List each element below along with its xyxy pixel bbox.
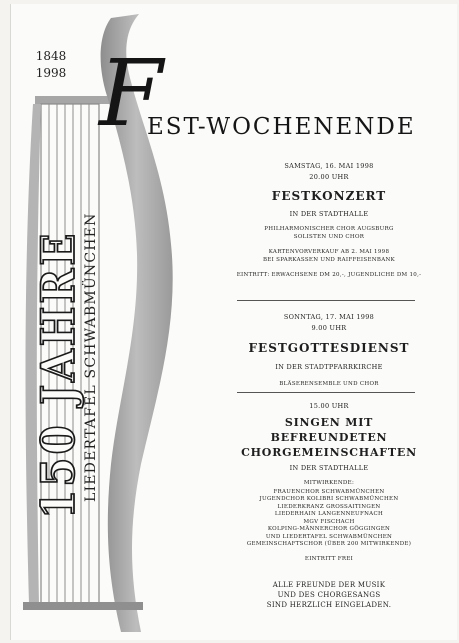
divider-2: [237, 392, 415, 393]
sunday-venue: IN DER STADTPFARRKIRCHE: [275, 363, 383, 371]
saturday-presale-2: BEI SPARKASSEN UND RAIFFEISENBANK: [262, 256, 396, 263]
list-item: JUGENDCHOR KOLIBRI SCHWABMÜNCHEN: [259, 496, 399, 502]
list-item: LIEDERKRANZ GROSSAITINGEN: [277, 503, 381, 510]
year-start: 1848: [35, 49, 67, 63]
saturday-performers-1: PHILHARMONISCHER CHOR AUGSBURG: [264, 226, 394, 232]
afternoon-block: [229, 402, 429, 563]
list-item: MGV FISCHACH: [303, 518, 355, 525]
club-name-vertical: LIEDERTAFEL SCHWABMÜNCHEN: [83, 212, 99, 502]
participants-list: [229, 489, 429, 549]
year-range: [29, 48, 73, 82]
sunday-time: 9.00 UHR: [311, 324, 347, 332]
saturday-admission: EINTRITT: ERWACHSENE DM 20,-, JUGENDLICHE DM 10,-: [236, 272, 422, 278]
list-item: UND LIEDERTAFEL SCHWABMÜNCHEN: [265, 533, 393, 540]
list-item: GEMEINSCHAFTSCHOR (ÜBER 200 MITWIRKENDE): [246, 541, 412, 547]
afternoon-time: 15.00 UHR: [309, 402, 349, 410]
poster-sheet: [10, 4, 457, 640]
saturday-venue: IN DER STADTHALLE: [289, 210, 369, 218]
afternoon-event-line-1: SINGEN MIT: [284, 416, 374, 429]
sunday-date: SONNTAG, 17. MAI 1998: [283, 313, 375, 321]
afternoon-event-line-2: BEFREUNDETEN: [270, 431, 388, 444]
sunday-block: [229, 313, 429, 389]
saturday-presale-1: KARTENVORVERKAUF AB 2. MAI 1998: [268, 249, 390, 255]
sunday-performers: BLÄSERENSEMBLE UND CHOR: [279, 381, 379, 387]
closing-line-1: ALLE FREUNDE DER MUSIK: [272, 581, 386, 589]
afternoon-admission: EINTRITT FREI: [304, 555, 354, 562]
closing-block: [229, 580, 429, 610]
participants-heading: MITWIRKENDE:: [303, 480, 355, 486]
page-title: EST-WOCHENENDE: [147, 114, 416, 140]
closing-line-3: SIND HERZLICH EINGELADEN.: [266, 601, 392, 609]
saturday-performers-2: SOLISTEN UND CHOR: [293, 233, 365, 240]
saturday-event: FESTKONZERT: [271, 189, 387, 203]
divider-1: [237, 300, 415, 301]
lyre-base: [23, 602, 143, 610]
saturday-block: [229, 162, 429, 280]
anniversary-vertical-title: 150 JAHRE: [31, 230, 85, 519]
title-initial: F: [99, 40, 163, 147]
afternoon-venue: IN DER STADTHALLE: [289, 464, 369, 472]
saturday-time: 20.00 UHR: [309, 173, 349, 181]
list-item: LIEDERHAIN LANGENNEUFNACH: [274, 511, 384, 517]
saturday-date: SAMSTAG, 16. MAI 1998: [284, 162, 374, 170]
afternoon-event-line-3: CHORGEMEINSCHAFTEN: [241, 446, 417, 459]
list-item: FRAUENCHOR SCHWABMÜNCHEN: [273, 488, 385, 495]
closing-line-2: UND DES CHORGESANGS: [277, 591, 381, 599]
list-item: KOLPING-MÄNNERCHOR GÖGGINGEN: [267, 526, 391, 532]
sunday-event: FESTGOTTESDIENST: [248, 341, 410, 355]
year-end: 1998: [35, 66, 67, 80]
